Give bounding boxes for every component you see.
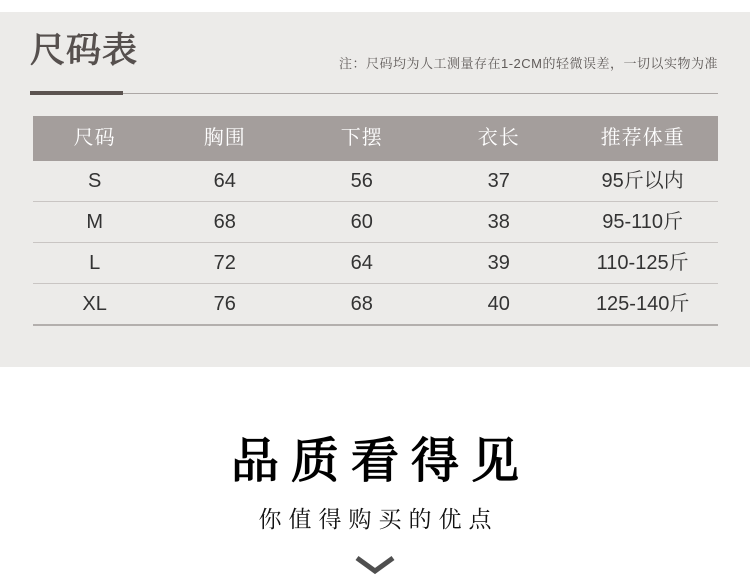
title-underline xyxy=(30,91,718,95)
column-header-weight: 推荐体重 xyxy=(567,116,718,161)
size-chart-section xyxy=(0,12,750,367)
top-white-strip xyxy=(0,0,750,12)
cell-size: S xyxy=(87,170,102,192)
underline-accent-bar xyxy=(30,91,123,95)
size-chart-title: 尺码表 xyxy=(30,31,139,70)
quality-banner-section xyxy=(0,367,750,585)
chevron-down-icon xyxy=(354,555,396,575)
column-header-size: 尺码 xyxy=(33,116,156,161)
table-row-l xyxy=(33,243,718,284)
cell-hem: 56 xyxy=(350,170,373,192)
quality-subtitle: 你值得购买的优点 xyxy=(258,506,499,532)
underline-thin-line xyxy=(123,93,718,94)
size-table xyxy=(33,116,718,326)
cell-chest: 76 xyxy=(213,293,236,315)
cell-size: XL xyxy=(82,293,107,315)
size-table-header-row xyxy=(33,116,718,161)
cell-weight: 95-110斤 xyxy=(602,211,684,233)
measurement-note: 注：尺码均为人工测量存在1-2CM的轻微误差，一切以实物为准 xyxy=(338,56,718,71)
column-header-chest: 胸围 xyxy=(156,116,293,161)
size-chart-head xyxy=(30,30,718,89)
table-row-s xyxy=(33,161,718,202)
cell-weight: 125-140斤 xyxy=(595,293,690,315)
cell-length: 40 xyxy=(487,293,510,315)
quality-title: 品质看得见 xyxy=(230,435,531,488)
cell-size: M xyxy=(86,211,103,233)
cell-hem: 64 xyxy=(350,252,373,274)
column-header-hem: 下摆 xyxy=(293,116,430,161)
cell-chest: 68 xyxy=(213,211,236,233)
cell-size: L xyxy=(89,252,101,274)
table-row-m xyxy=(33,202,718,243)
column-header-length: 衣长 xyxy=(430,116,567,161)
cell-weight: 95斤以内 xyxy=(601,170,684,192)
cell-hem: 68 xyxy=(350,293,373,315)
cell-chest: 72 xyxy=(213,252,236,274)
cell-hem: 60 xyxy=(350,211,373,233)
cell-length: 38 xyxy=(487,211,510,233)
table-row-xl xyxy=(33,284,718,326)
scroll-hint xyxy=(0,555,750,575)
cell-length: 39 xyxy=(487,252,510,274)
cell-chest: 64 xyxy=(213,170,236,192)
cell-weight: 110-125斤 xyxy=(596,252,689,274)
cell-length: 37 xyxy=(487,170,510,192)
